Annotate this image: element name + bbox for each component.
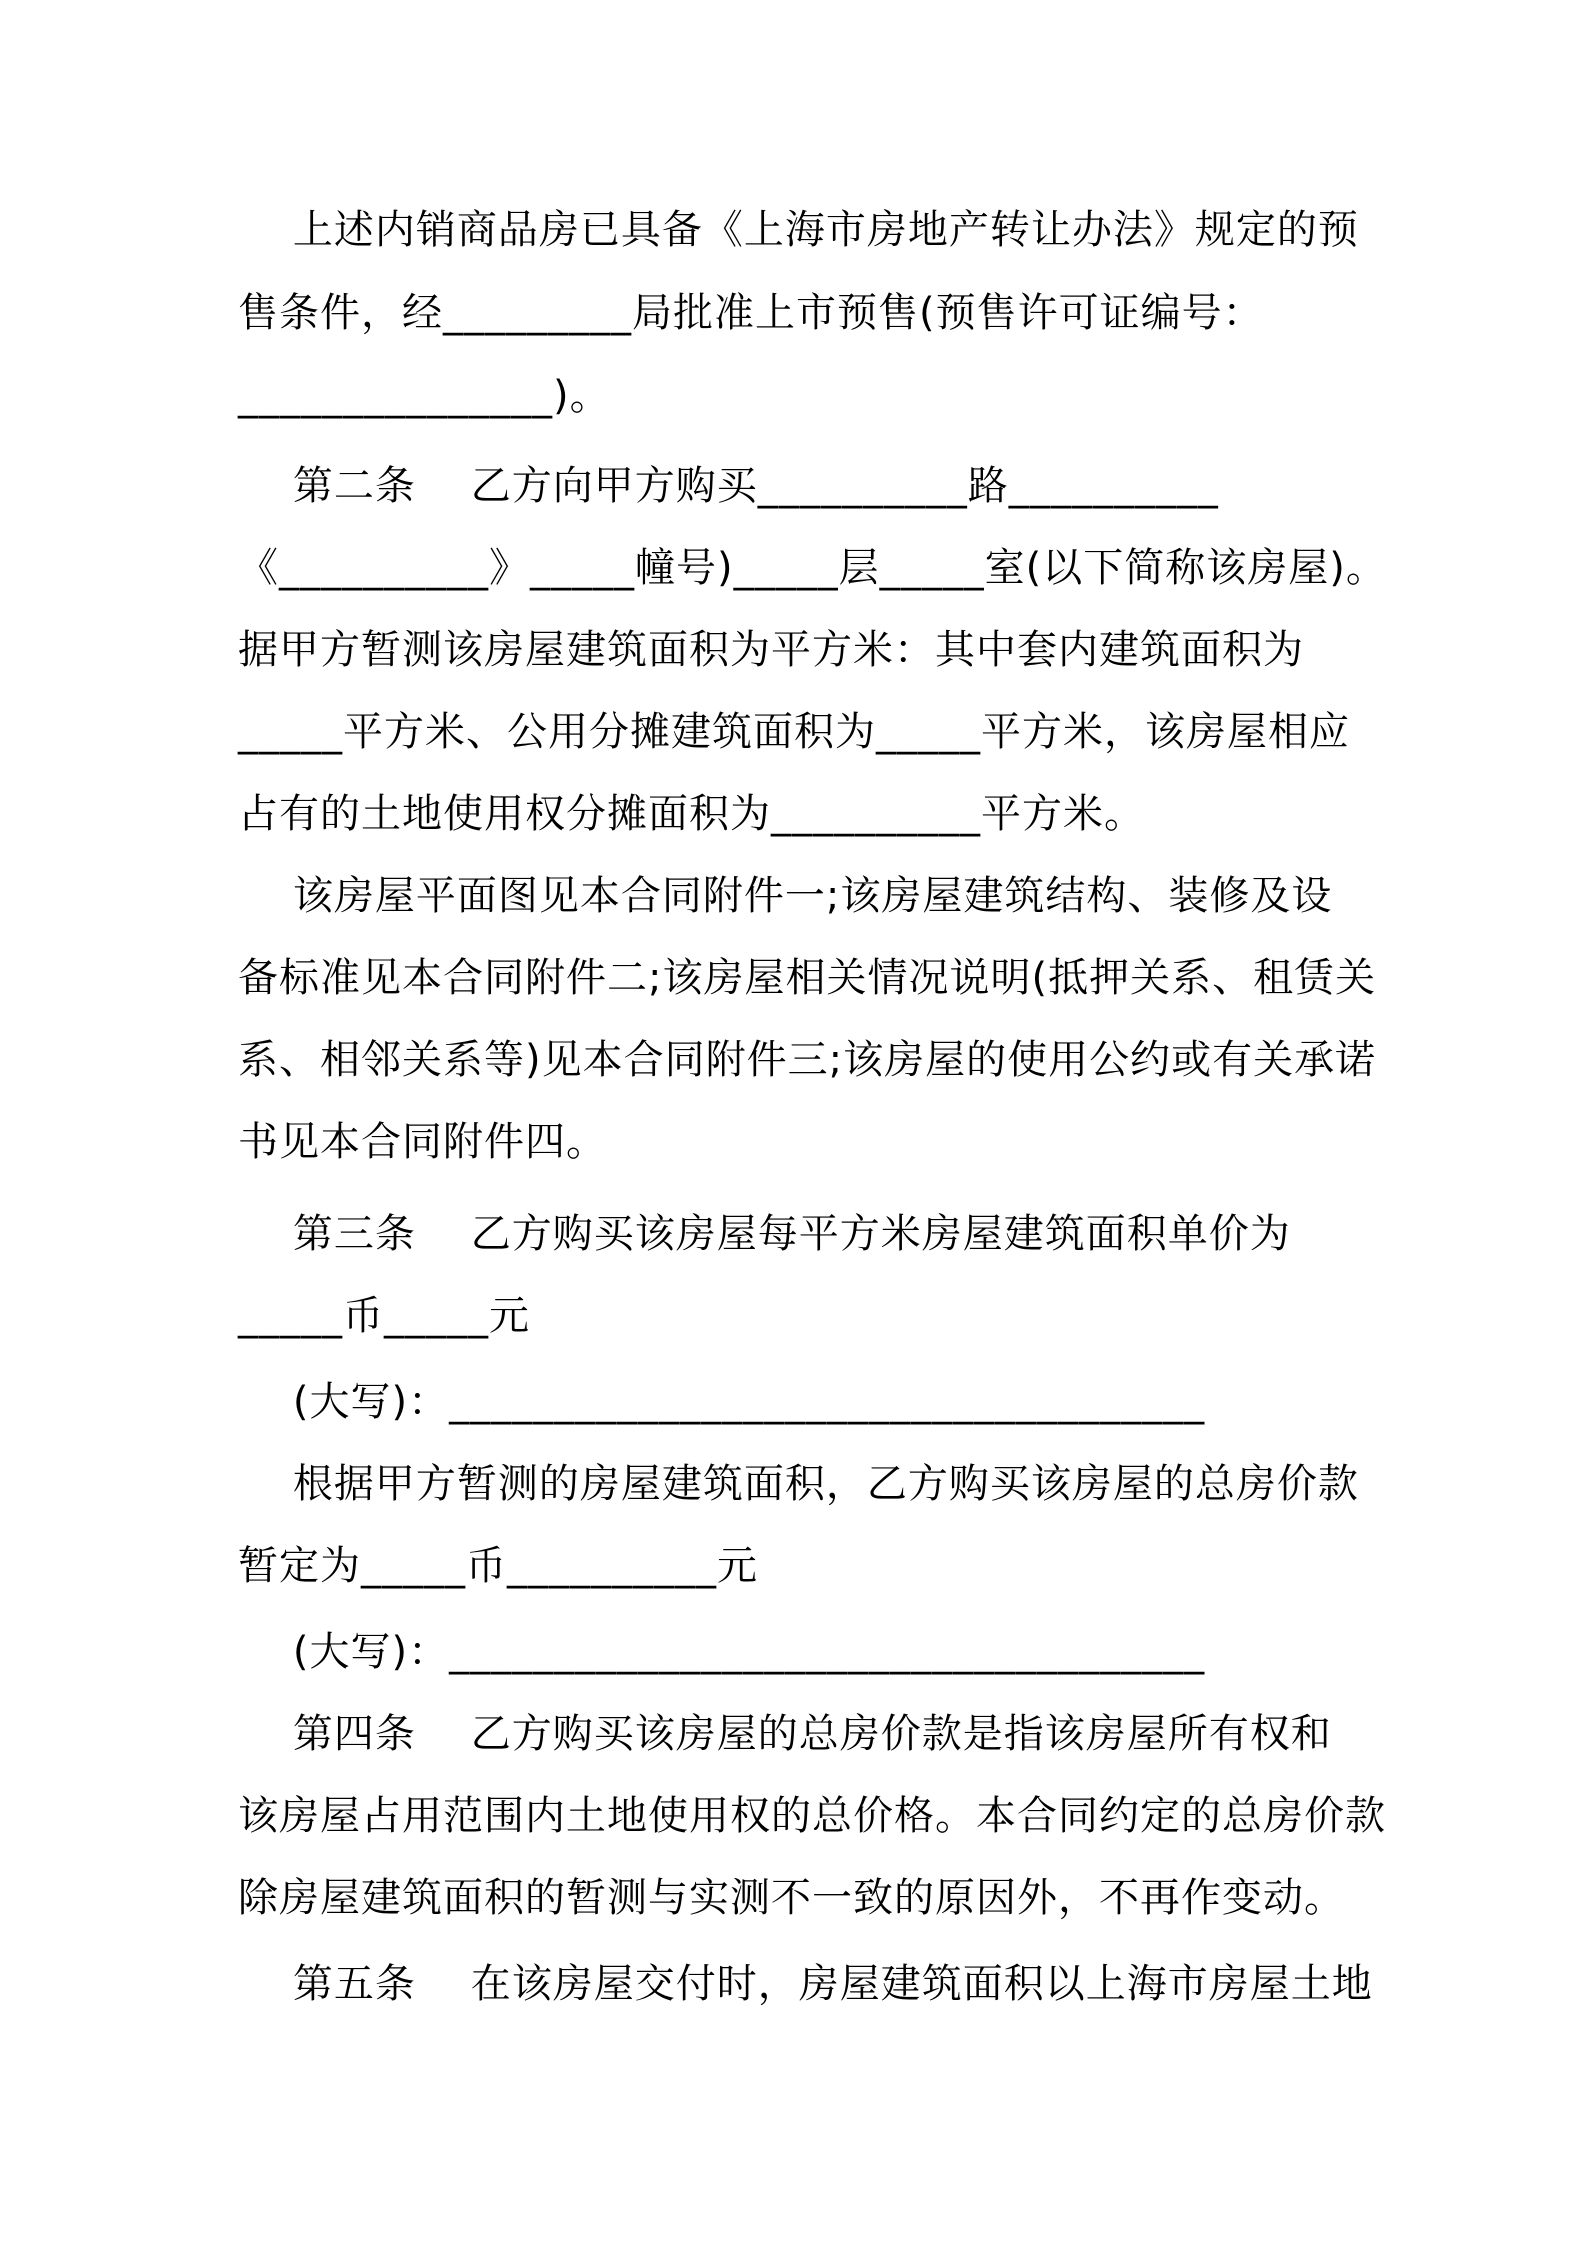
text-line: 据甲方暂测该房屋建筑面积为平方米：其中套内建筑面积为 <box>238 627 1304 673</box>
text-line: 上述内销商品房已具备《上海市房地产转让办法》规定的预 <box>238 207 1359 253</box>
text-line: 书见本合同附件四。 <box>238 1119 607 1165</box>
text-line: 除房屋建筑面积的暂测与实测不一致的原因外，不再作变动。 <box>238 1875 1345 1921</box>
text-line: 根据甲方暂测的房屋建筑面积，乙方购买该房屋的总房价款 <box>238 1461 1359 1507</box>
text-line: (大写)：____________________________________ <box>238 1379 1206 1425</box>
text-line: 该房屋平面图见本合同附件一;该房屋建筑结构、装修及设 <box>238 873 1333 919</box>
text-line: 暂定为_____币__________元 <box>238 1543 758 1589</box>
text-line: 备标准见本合同附件二;该房屋相关情况说明(抵押关系、租赁关 <box>238 955 1377 1001</box>
text-line: (大写)：____________________________________ <box>238 1629 1206 1675</box>
text-line: 第三条 乙方购买该房屋每平方米房屋建筑面积单价为 <box>238 1211 1291 1257</box>
text-line: _____平方米、公用分摊建筑面积为_____平方米，该房屋相应 <box>238 709 1350 755</box>
text-line: 系、相邻关系等)见本合同附件三;该房屋的使用公约或有关承诺 <box>238 1037 1377 1083</box>
text-line: 第四条 乙方购买该房屋的总房价款是指该房屋所有权和 <box>238 1711 1332 1757</box>
text-line: 第五条 在该房屋交付时，房屋建筑面积以上海市房屋土地 <box>238 1961 1373 2007</box>
text-line: 售条件，经_________局批准上市预售(预售许可证编号： <box>238 290 1264 336</box>
text-line: 该房屋占用范围内土地使用权的总价格。本合同约定的总房价款 <box>238 1793 1386 1839</box>
text-line: 《__________》_____幢号)_____层_____室(以下简称该房屋)。 <box>238 545 1387 591</box>
text-line: 占有的土地使用权分摊面积为__________平方米。 <box>238 791 1145 837</box>
text-line: _____币_____元 <box>238 1293 530 1339</box>
text-line: _______________)。 <box>238 373 611 419</box>
text-line: 第二条 乙方向甲方购买__________路__________ <box>238 463 1219 509</box>
